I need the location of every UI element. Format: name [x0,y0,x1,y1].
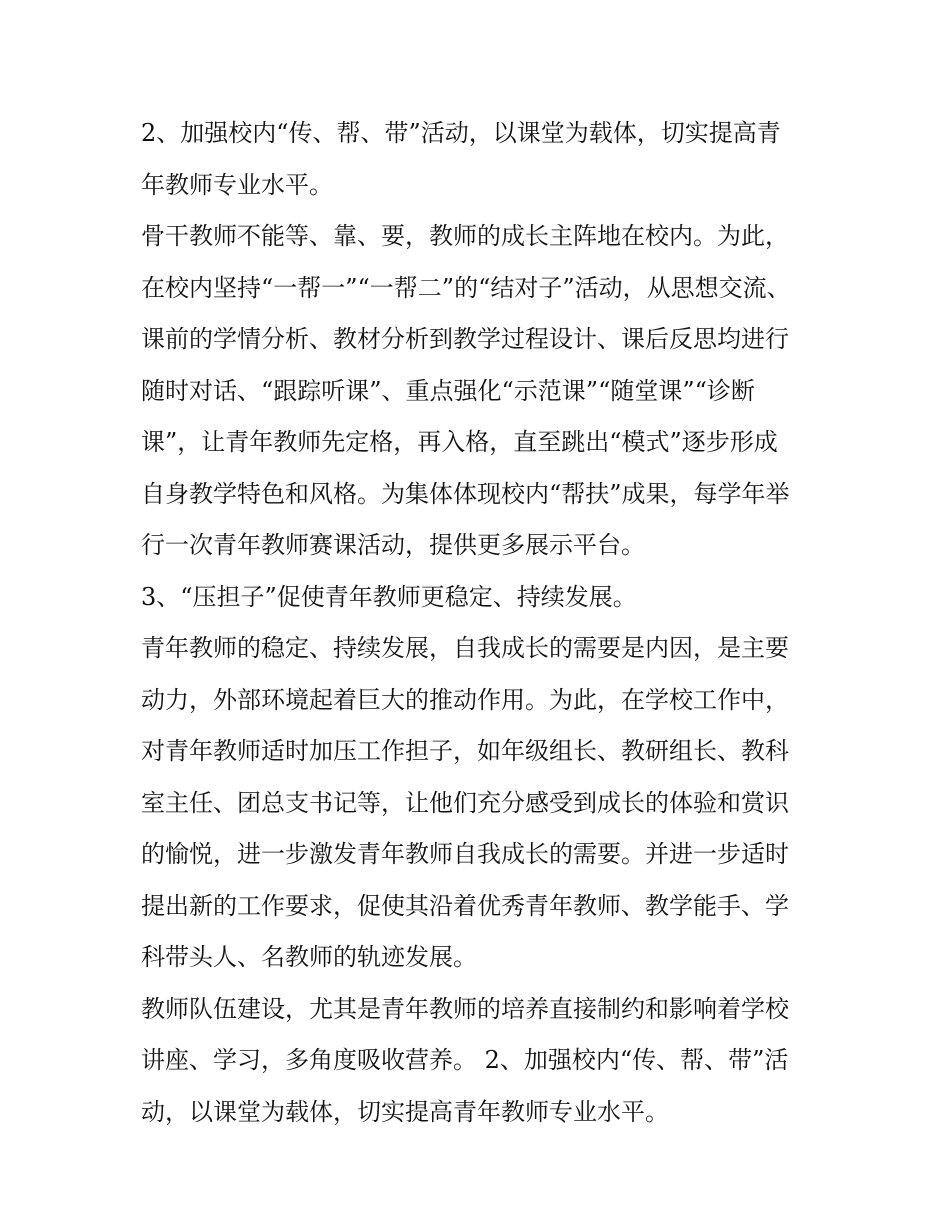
text-line: 的愉悦，进一步激发青年教师自我成长的需要。并进一步适时 [141,840,789,868]
text-line: 教师队伍建设，尤其是青年教师的培养直接制约和影响着学校 [141,994,789,1023]
body-text [141,108,821,1138]
text-line: 行一次青年教师赛课活动，提供更多展示平台。 [141,531,645,559]
text-line: 自身教学特色和风格。为集体体现校内“帮扶”成果，每学年举 [141,479,790,508]
text-line: 骨干教师不能等、靠、要，教师的成长主阵地在校内。为此， [141,222,789,250]
text-line: 室主任、团总支书记等，让他们充分感受到成长的体验和赏识 [141,788,789,817]
text-line: 对青年教师适时加压工作担子，如年级组长、教研组长、教科 [141,737,789,765]
text-line: 课前的学情分析、教材分析到教学过程设计、课后反思均进行 [141,325,789,353]
text-line: 3、“压担子”促使青年教师更稳定、持续发展。 [141,582,637,611]
text-line: 在校内坚持“一帮一”“一帮二”的“结对子”活动，从思想交流、 [141,273,791,302]
text-line: 提出新的工作要求，促使其沿着优秀青年教师、教学能手、学 [141,891,789,920]
text-line: 年教师专业水平。 [141,170,333,199]
text-line: 动，以课堂为载体，切实提高青年教师专业水平。 [141,1097,669,1126]
text-line: 课”，让青年教师先定格，再入格，直至跳出“模式”逐步形成 [141,428,778,456]
text-line: 动力，外部环境起着巨大的推动作用。为此，在学校工作中， [141,685,789,714]
text-line: 2、加强校内“传、帮、带”活动，以课堂为载体，切实提高青 [141,119,781,147]
text-line: 讲座、学习，多角度吸收营养。 2、加强校内“传、帮、带”活 [141,1046,789,1074]
text-line: 随时对话、“跟踪听课”、重点强化“示范课”“随堂课”“诊断 [141,376,755,405]
text-line: 青年教师的稳定、持续发展，自我成长的需要是内因，是主要 [141,634,789,662]
text-line: 科带头人、名教师的轨迹发展。 [141,943,477,971]
